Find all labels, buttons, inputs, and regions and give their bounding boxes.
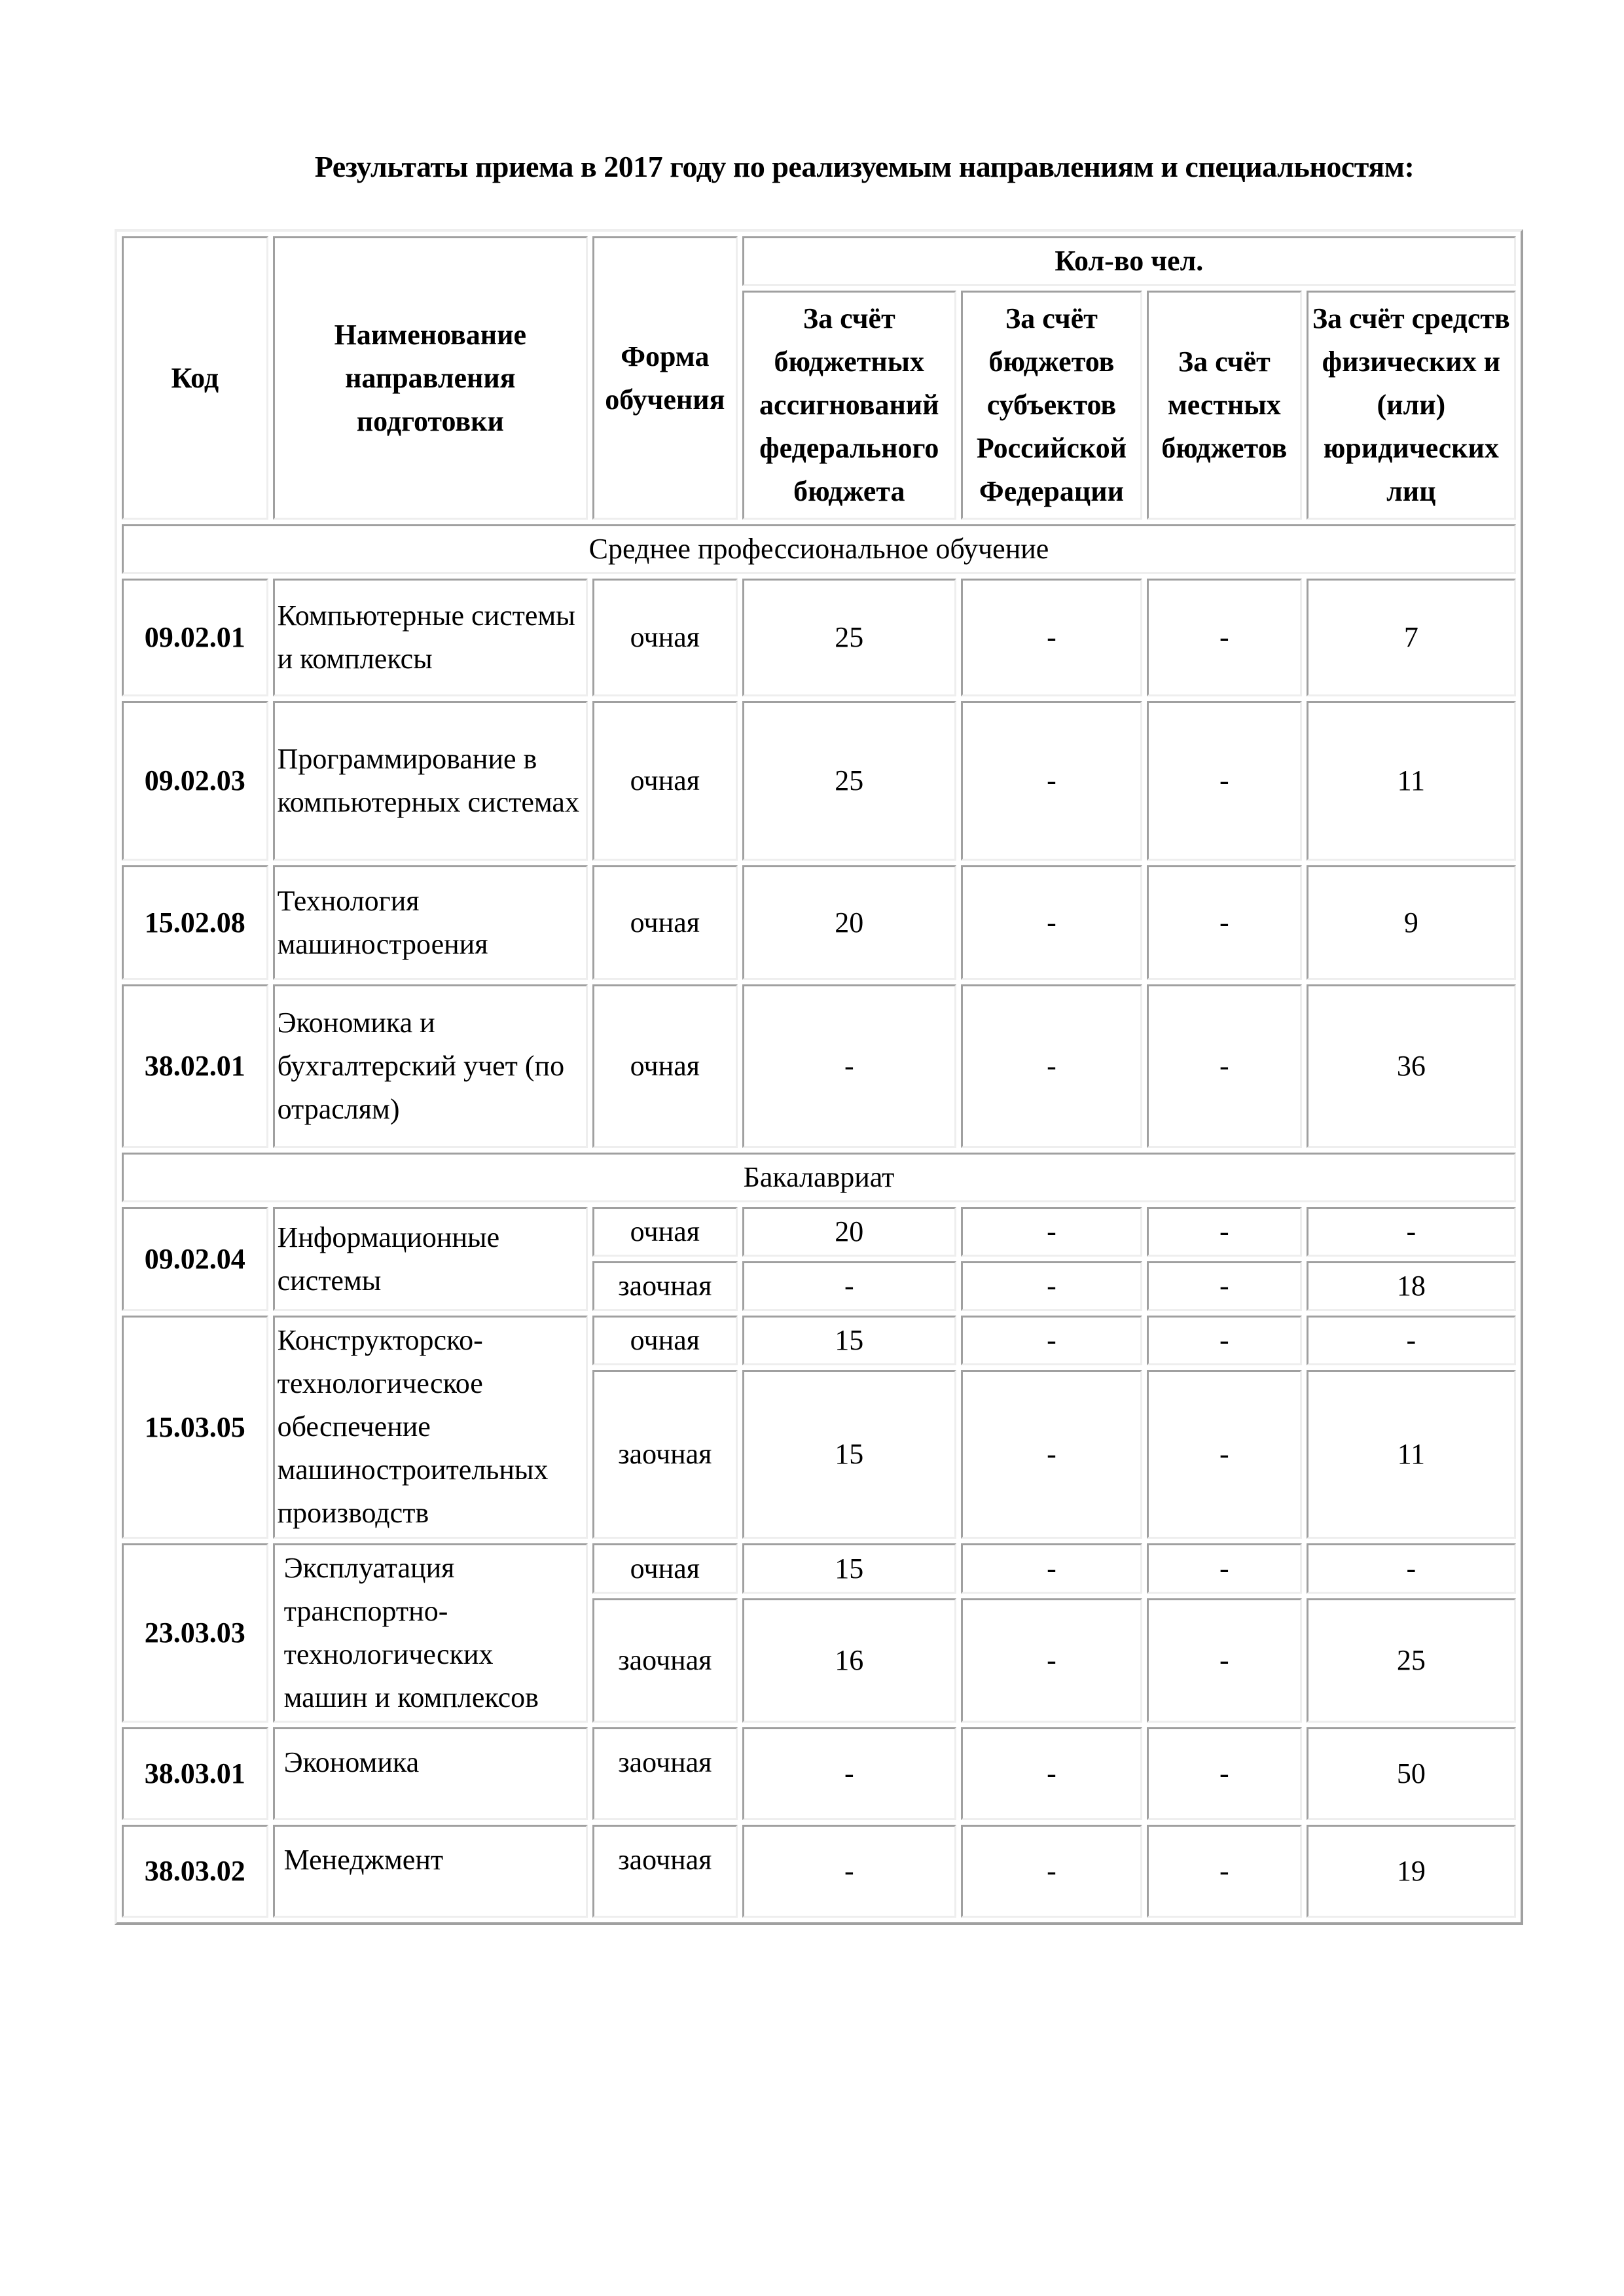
local-count: - <box>1147 1207 1302 1257</box>
program-name: Технология машиностроения <box>273 865 588 980</box>
paid-count: 11 <box>1307 701 1516 861</box>
page-title: Результаты приема в 2017 году по реализуемым направлениям и специальностям: <box>314 150 1415 183</box>
header-code: Код <box>122 236 268 520</box>
study-form: очная <box>592 579 738 696</box>
table-row <box>122 1543 1516 1594</box>
local-count: - <box>1147 701 1302 861</box>
table-row <box>122 1316 1516 1365</box>
federal-count: - <box>742 1727 956 1820</box>
study-form: заочная <box>592 1261 738 1311</box>
program-name: Программирование в компьютерных системах <box>273 701 588 861</box>
local-count: - <box>1147 1543 1302 1594</box>
program-code: 38.03.01 <box>122 1727 268 1820</box>
federal-count: 16 <box>742 1598 956 1723</box>
header-federal: За счёт бюджетных ассигнований федерального бюджета <box>742 291 956 520</box>
federal-count: 20 <box>742 1207 956 1257</box>
federal-count: - <box>742 1825 956 1918</box>
paid-count: 50 <box>1307 1727 1516 1820</box>
regional-count: - <box>961 1598 1142 1723</box>
program-name: Менеджмент <box>273 1825 588 1918</box>
header-regional: За счёт бюджетов субъектов Российской Федерации <box>961 291 1142 520</box>
study-form: заочная <box>592 1598 738 1723</box>
local-count: - <box>1147 1316 1302 1365</box>
program-code: 09.02.04 <box>122 1207 268 1311</box>
table-row <box>122 865 1516 980</box>
program-code: 15.03.05 <box>122 1316 268 1539</box>
paid-count: 11 <box>1307 1370 1516 1539</box>
local-count: - <box>1147 865 1302 980</box>
federal-count: 20 <box>742 865 956 980</box>
program-name: Эксплуатация транспортно-технологических машин и комплексов <box>273 1543 588 1723</box>
program-code: 15.02.08 <box>122 865 268 980</box>
header-count-group: Кол-во чел. <box>742 236 1516 286</box>
paid-count: - <box>1307 1543 1516 1594</box>
paid-count: 19 <box>1307 1825 1516 1918</box>
local-count: - <box>1147 1727 1302 1820</box>
study-form: заочная <box>592 1370 738 1539</box>
table-row <box>122 1825 1516 1918</box>
admissions-table <box>115 229 1523 1925</box>
program-code: 38.03.02 <box>122 1825 268 1918</box>
paid-count: 25 <box>1307 1598 1516 1723</box>
local-count: - <box>1147 1261 1302 1311</box>
study-form: очная <box>592 701 738 861</box>
federal-count: 15 <box>742 1370 956 1539</box>
federal-count: 25 <box>742 701 956 861</box>
regional-count: - <box>961 579 1142 696</box>
program-code: 09.02.03 <box>122 701 268 861</box>
study-form: очная <box>592 1543 738 1594</box>
regional-count: - <box>961 1543 1142 1594</box>
regional-count: - <box>961 1370 1142 1539</box>
header-name: Наименование направления подготовки <box>273 236 588 520</box>
program-code: 38.02.01 <box>122 984 268 1148</box>
program-name: Конструкторско-технологическое обеспечение машиностроительных производств <box>273 1316 588 1539</box>
program-code: 23.03.03 <box>122 1543 268 1723</box>
federal-count: 25 <box>742 579 956 696</box>
federal-count: - <box>742 1261 956 1311</box>
paid-count: 18 <box>1307 1261 1516 1311</box>
program-code: 09.02.01 <box>122 579 268 696</box>
federal-count: 15 <box>742 1543 956 1594</box>
local-count: - <box>1147 984 1302 1148</box>
table-row <box>122 701 1516 861</box>
regional-count: - <box>961 984 1142 1148</box>
table-row <box>122 1727 1516 1820</box>
table-row <box>122 984 1516 1148</box>
regional-count: - <box>961 865 1142 980</box>
regional-count: - <box>961 1261 1142 1311</box>
federal-count: 15 <box>742 1316 956 1365</box>
table-row <box>122 579 1516 696</box>
header-local: За счёт местных бюджетов <box>1147 291 1302 520</box>
program-name: Экономика <box>273 1727 588 1820</box>
study-form: очная <box>592 865 738 980</box>
federal-count: - <box>742 984 956 1148</box>
regional-count: - <box>961 701 1142 861</box>
study-form: очная <box>592 984 738 1148</box>
regional-count: - <box>961 1316 1142 1365</box>
paid-count: - <box>1307 1207 1516 1257</box>
study-form: заочная <box>592 1727 738 1820</box>
paid-count: 9 <box>1307 865 1516 980</box>
program-name: Компьютерные системы и комплексы <box>273 579 588 696</box>
local-count: - <box>1147 579 1302 696</box>
paid-count: 7 <box>1307 579 1516 696</box>
header-form: Форма обучения <box>592 236 738 520</box>
local-count: - <box>1147 1370 1302 1539</box>
section-title: Среднее профессиональное обучение <box>122 524 1516 574</box>
study-form: очная <box>592 1316 738 1365</box>
program-name: Экономика и бухгалтерский учет (по отраслям) <box>273 984 588 1148</box>
regional-count: - <box>961 1727 1142 1820</box>
regional-count: - <box>961 1207 1142 1257</box>
local-count: - <box>1147 1598 1302 1723</box>
study-form: очная <box>592 1207 738 1257</box>
header-paid: За счёт средств физических и (или) юридических лиц <box>1307 291 1516 520</box>
regional-count: - <box>961 1825 1142 1918</box>
paid-count: - <box>1307 1316 1516 1365</box>
local-count: - <box>1147 1825 1302 1918</box>
table-row <box>122 1207 1516 1257</box>
study-form: заочная <box>592 1825 738 1918</box>
section-title: Бакалавриат <box>122 1153 1516 1202</box>
paid-count: 36 <box>1307 984 1516 1148</box>
program-name: Информационные системы <box>273 1207 588 1311</box>
